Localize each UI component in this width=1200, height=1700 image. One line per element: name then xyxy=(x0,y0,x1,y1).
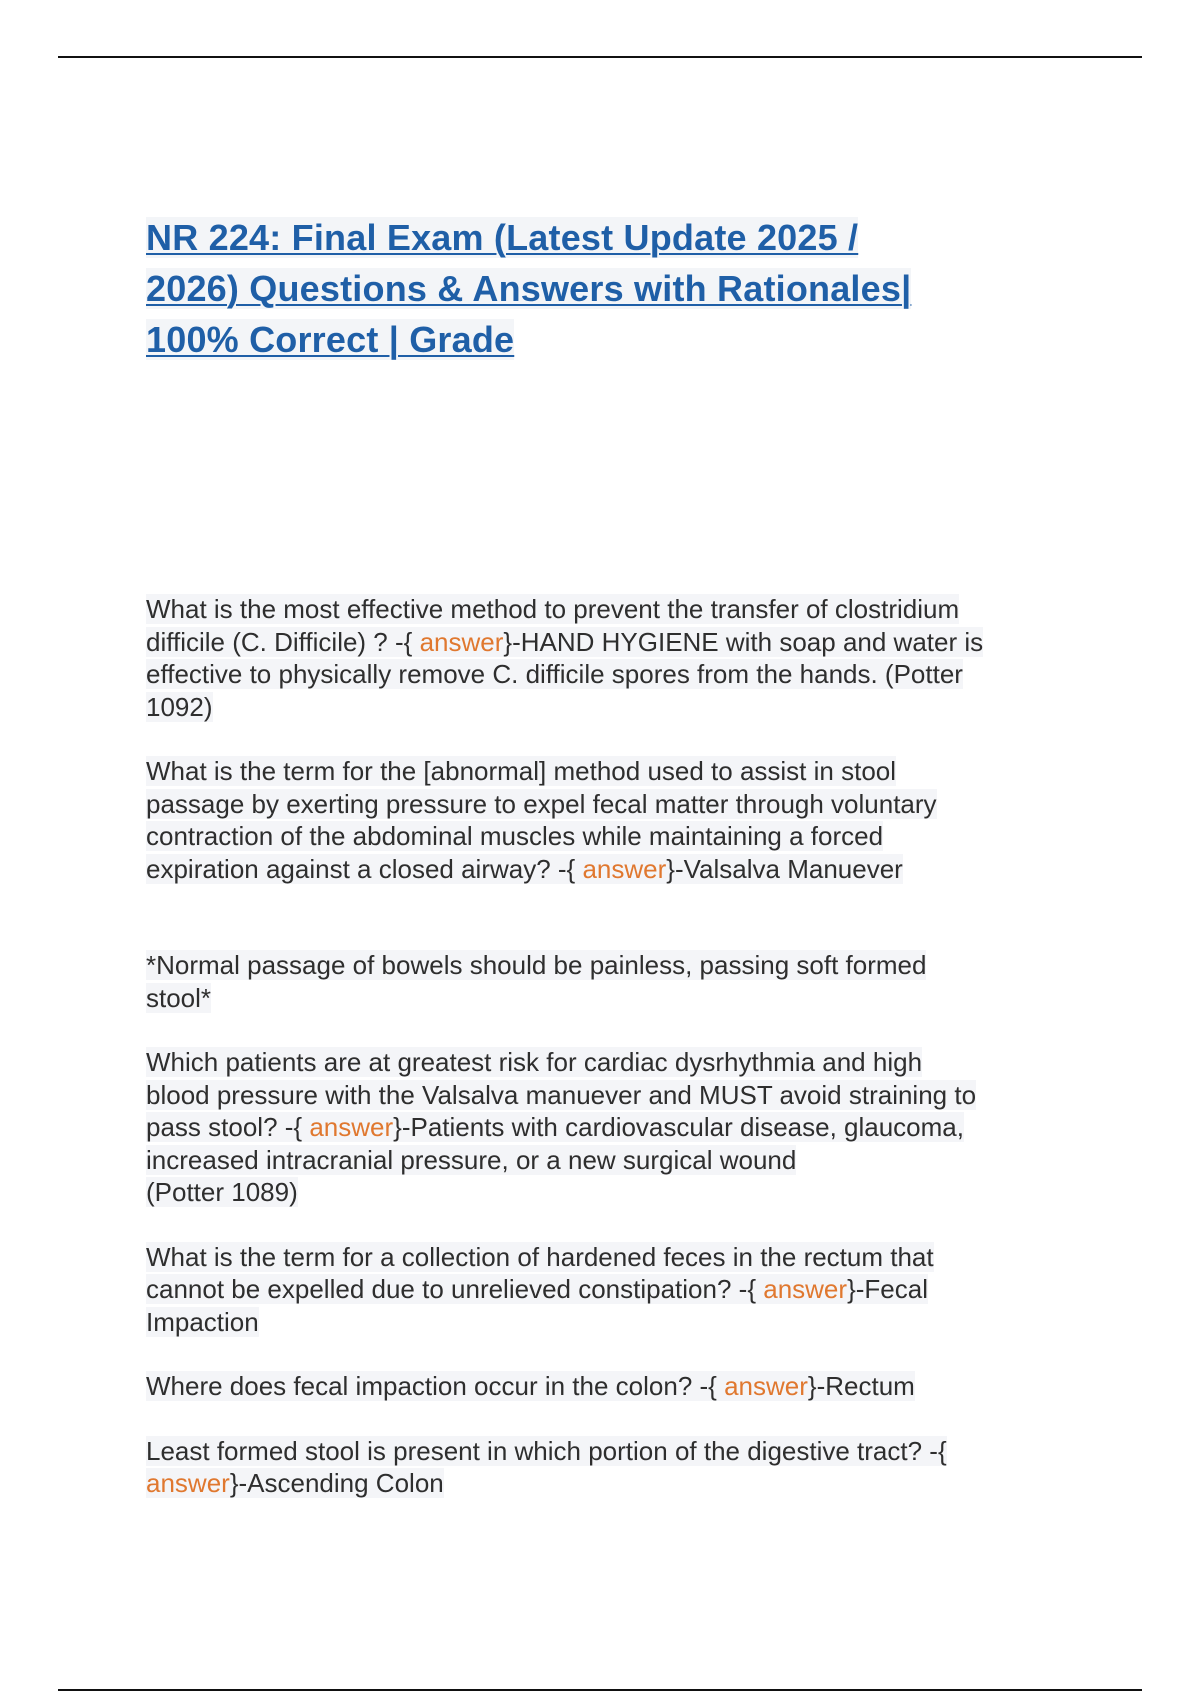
qa-text: increased intracranial pressure, or a new surgical wound xyxy=(146,1144,797,1175)
answer-label: answer xyxy=(419,626,504,657)
qa-text: difficile (C. Difficile) ? -{ xyxy=(146,626,420,657)
qa-line xyxy=(146,1467,1076,1500)
answer-label: answer xyxy=(724,1371,808,1401)
qa-text: }-Patients with cardiovascular disease, glaucoma, xyxy=(393,1112,964,1142)
qa-line-text xyxy=(146,950,926,980)
answer-label: answer xyxy=(146,1468,230,1498)
qa-line xyxy=(146,1273,1076,1306)
qa-item xyxy=(146,755,1076,885)
title-link[interactable]: 2026) Questions & Answers with Rationales| xyxy=(146,268,912,309)
qa-line-text xyxy=(146,692,213,722)
qa-line xyxy=(146,853,1076,886)
qa-text: }-Valsalva Manuever xyxy=(666,853,903,884)
qa-line xyxy=(146,820,1076,853)
qa-line xyxy=(146,1144,1076,1177)
title-link[interactable]: 100% Correct | Grade xyxy=(146,319,515,360)
title-line xyxy=(146,314,1066,365)
qa-text: cannot be expelled due to unrelieved constipation? -{ xyxy=(146,1274,764,1304)
qa-line xyxy=(146,593,1076,626)
qa-line-text xyxy=(146,627,983,657)
qa-text: Where does fecal impaction occur in the colon? -{ xyxy=(146,1371,725,1401)
qa-text: What is the term for a collection of hardened feces in the rectum that xyxy=(146,1241,934,1272)
qa-line-text xyxy=(146,983,211,1013)
qa-line xyxy=(146,626,1076,659)
title-link[interactable]: NR 224: Final Exam (Latest Update 2025 / xyxy=(146,217,859,258)
qa-text: contraction of the abdominal muscles while maintaining a forced xyxy=(146,821,884,851)
qa-line-text xyxy=(146,1080,976,1110)
top-rule xyxy=(58,56,1142,58)
qa-item xyxy=(146,1435,1076,1500)
document-title xyxy=(146,212,1066,365)
qa-item xyxy=(146,1241,1076,1339)
qa-text: Least formed stool is present in which portion of the digestive tract? -{ xyxy=(146,1435,947,1466)
qa-line-text xyxy=(146,1371,915,1401)
qa-text: pass stool? -{ xyxy=(146,1112,310,1142)
qa-text: }-Fecal xyxy=(847,1274,928,1304)
qa-text: passage by exerting pressure to expel fecal matter through voluntary xyxy=(146,788,937,819)
qa-text: What is the term for the [abnormal] method used to assist in stool xyxy=(146,756,897,786)
qa-line-text xyxy=(146,1112,964,1142)
answer-label: answer xyxy=(582,853,667,884)
qa-line-text xyxy=(146,1177,298,1207)
qa-text: Impaction xyxy=(146,1306,259,1337)
qa-line-text xyxy=(146,1436,947,1466)
qa-item xyxy=(146,1046,1076,1209)
qa-line xyxy=(146,1176,1076,1209)
qa-line xyxy=(146,755,1076,788)
qa-line-text xyxy=(146,1145,796,1175)
qa-line-text xyxy=(146,659,963,689)
qa-content xyxy=(146,593,1076,1532)
qa-line xyxy=(146,1241,1076,1274)
qa-line-text xyxy=(146,1274,928,1304)
qa-line-text xyxy=(146,594,959,624)
qa-line xyxy=(146,1046,1076,1079)
qa-text: *Normal passage of bowels should be painless, passing soft formed xyxy=(146,950,927,980)
bottom-rule xyxy=(58,1689,1142,1691)
qa-line-text xyxy=(146,789,937,819)
qa-text: stool* xyxy=(146,982,212,1013)
qa-line xyxy=(146,1306,1076,1339)
title-line xyxy=(146,263,1066,314)
answer-label: answer xyxy=(763,1274,848,1304)
qa-text: 1092) xyxy=(146,691,213,722)
qa-line xyxy=(146,1435,1076,1468)
qa-text: }-HAND HYGIENE with soap and water is xyxy=(503,626,984,657)
answer-label: answer xyxy=(309,1112,394,1142)
qa-line xyxy=(146,658,1076,691)
qa-line-text xyxy=(146,756,896,786)
qa-line xyxy=(146,1370,1076,1403)
qa-line-text xyxy=(146,821,883,851)
qa-line xyxy=(146,982,1076,1015)
qa-text: What is the most effective method to prevent the transfer of clostridium xyxy=(146,594,960,624)
qa-text: effective to physically remove C. difficile spores from the hands. (Potter xyxy=(146,659,963,689)
qa-line xyxy=(146,788,1076,821)
qa-line-text xyxy=(146,1047,922,1077)
qa-line xyxy=(146,1111,1076,1144)
qa-line xyxy=(146,691,1076,724)
qa-line-text xyxy=(146,1468,444,1498)
qa-text: (Potter 1089) xyxy=(146,1177,298,1207)
qa-text: Which patients are at greatest risk for cardiac dysrhythmia and high xyxy=(146,1047,923,1077)
qa-line-text xyxy=(146,854,903,884)
qa-line xyxy=(146,1079,1076,1112)
note-paragraph xyxy=(146,949,1076,1014)
qa-text: blood pressure with the Valsalva manuever and MUST avoid straining to xyxy=(146,1079,977,1110)
qa-text: }-Rectum xyxy=(807,1371,915,1401)
qa-text: expiration against a closed airway? -{ xyxy=(146,853,583,884)
title-line xyxy=(146,212,1066,263)
qa-line-text xyxy=(146,1307,259,1337)
qa-text: }-Ascending Colon xyxy=(229,1468,444,1498)
qa-item xyxy=(146,593,1076,723)
qa-line xyxy=(146,949,1076,982)
qa-item xyxy=(146,1370,1076,1403)
qa-line-text xyxy=(146,1242,934,1272)
